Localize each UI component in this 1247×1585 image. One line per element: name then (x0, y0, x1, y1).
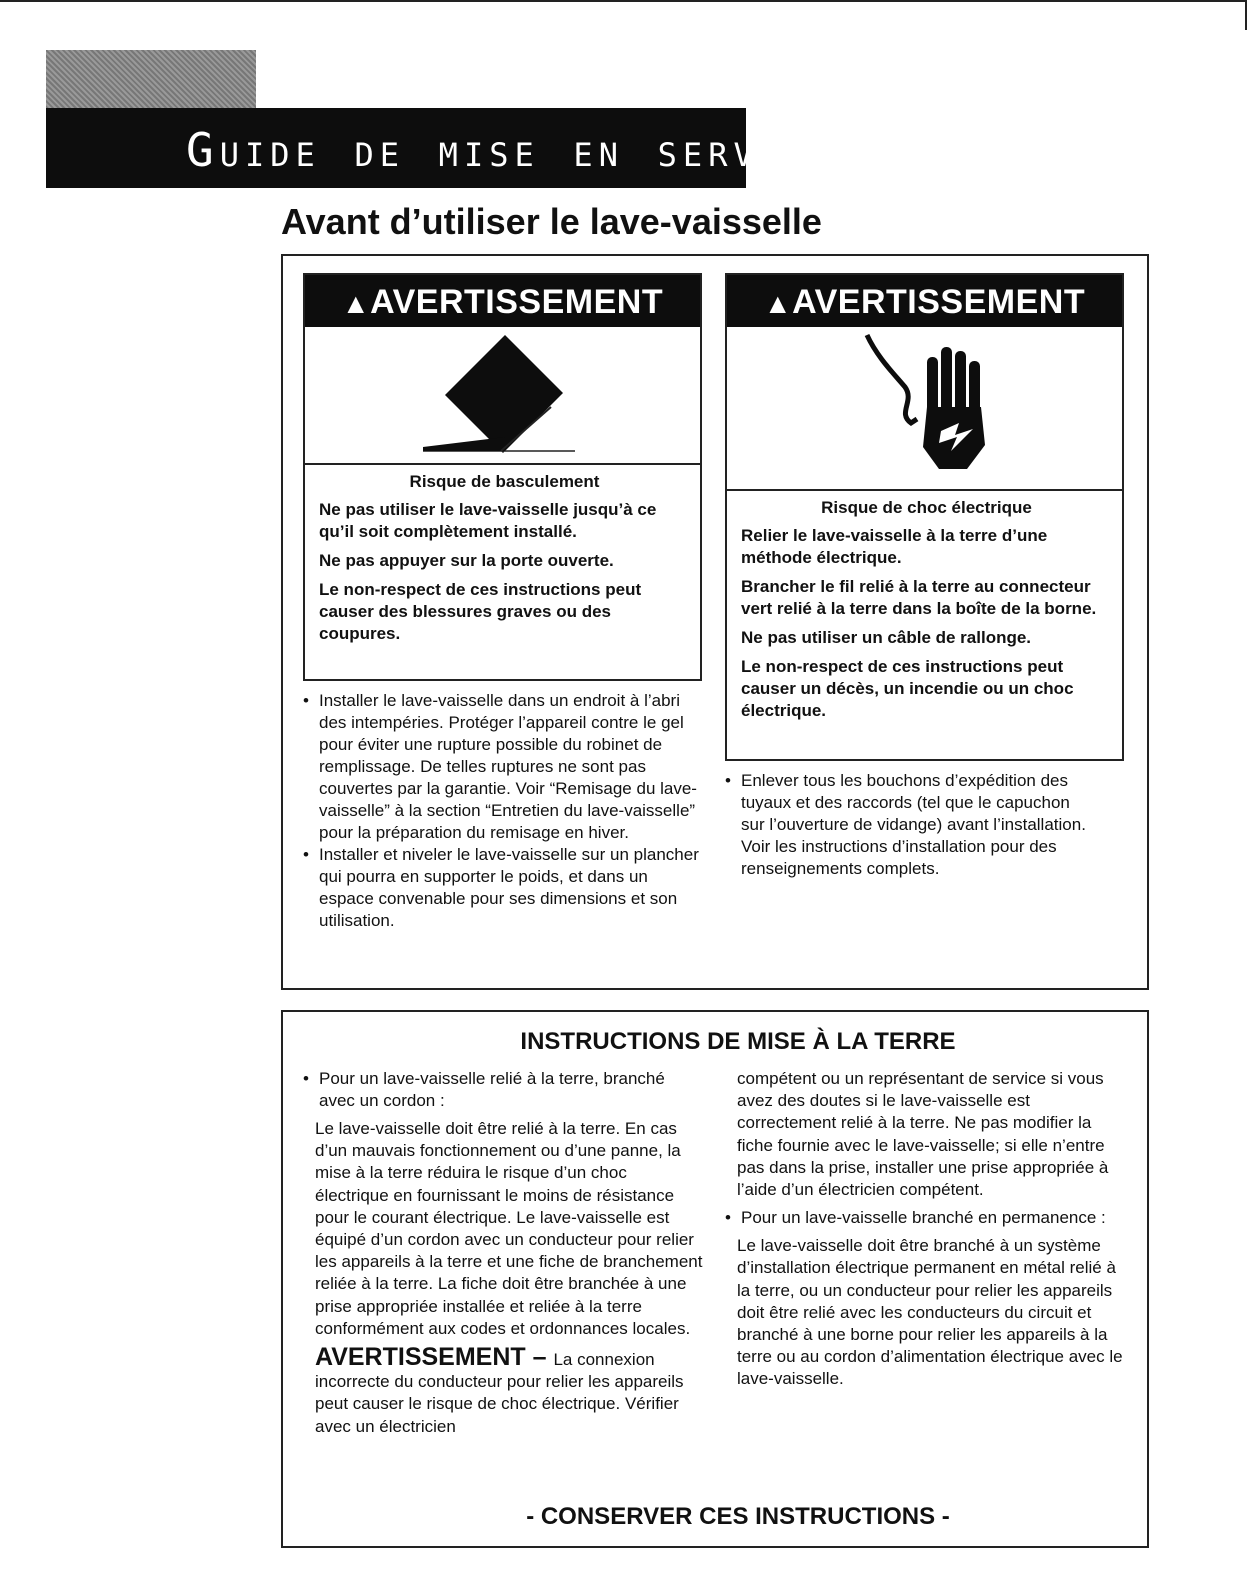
warning-line: Ne pas appuyer sur la porte ouverte. (319, 551, 614, 570)
warning-paragraph (303, 1343, 703, 1438)
shock-pictogram (727, 327, 1122, 491)
warning-line: Ne pas utiliser un câble de rallonge. (741, 628, 1032, 647)
electric-shock-hand-icon (727, 327, 1122, 489)
risk-title: Risque de choc électrique (821, 498, 1032, 517)
grounding-right-column (725, 1068, 1125, 1391)
warning-line: Brancher le fil relié à la terre au connecteur vert relié à la terre dans la boîte de la borne. (741, 577, 1097, 618)
warning-text: La connexion incorrecte du conducteur pour relier les appareils peut causer le risque de choc électrique. Vérifier avec un électricien (315, 1350, 684, 1436)
tip-over-warning (303, 273, 702, 681)
warning-header: ▲AVERTISSEMENT (727, 275, 1122, 327)
warning-line: Le non-respect de ces instructions peut causer un décès, un incendie ou un choc électrique. (741, 657, 1074, 720)
left-bullet-list (303, 690, 703, 932)
paragraph: compétent ou un représentant de service si vous avez des doutes si le lave-vaisselle est correctement relié à la terre. Ne pas modifier la fiche fournie avec le lave-vaisselle; si elle n’entre pas dans la prise, installer une prise appropriée à l’aide d’un électricien compétent. (737, 1069, 1109, 1200)
page-title: Avant d’utiliser le lave-vaisselle (281, 201, 822, 242)
warning-triangle-icon: ▲ (341, 288, 371, 319)
warning-line: Le non-respect de ces instructions peut causer des blessures graves ou des coupures. (319, 580, 642, 643)
right-bullet-list (725, 770, 1095, 880)
warning-dash: – (525, 1343, 554, 1372)
list-item: • Enlever tous les bouchons d’expédition des tuyaux et des raccords (tel que le capuchon sur l’ouverture de vidange) avant l’installation. Voir les instructions d’installation pour des renseignements complets. (725, 770, 1095, 880)
grounding-left-column (303, 1068, 703, 1438)
list-item: • Pour un lave-vaisselle branché en permanence : (725, 1207, 1125, 1229)
tip-over-icon (305, 327, 700, 463)
list-item: • Installer le lave-vaisselle dans un endroit à l’abri des intempéries. Protéger l’appareil contre le gel pour éviter une rupture possible du robinet de remplissage. De telles ruptures ne sont pas couvertes par la garantie. Voir “Remisage du lave-vaisselle” à la section “Entretien du lave-vaisselle” pour la préparation du remisage en hiver. (303, 690, 703, 844)
warning-header: ▲AVERTISSEMENT (305, 275, 700, 327)
paragraph: Le lave-vaisselle doit être branché à un système d’installation électrique permanent en métal relié à la terre, ou un conducteur pour relier les appareils doit être relié avec les conducteurs du circuit et branché à une borne pour relier les appareils à la terre ou au cordon d’alimentation électrique avec le lave-vaisselle. (737, 1236, 1123, 1389)
list-item: • Pour un lave-vaisselle relié à la terre, branché avec un cordon : (303, 1068, 703, 1112)
warning-line: Ne pas utiliser le lave-vaisselle jusqu’à ce qu’il soit complètement installé. (319, 500, 657, 541)
list-item: • Installer et niveler le lave-vaisselle sur un plancher qui pourra en supporter le poids, et dans un espace convenable pour ses dimensions et son utilisation. (303, 844, 703, 932)
keep-instructions-footer: - CONSERVER CES INSTRUCTIONS - (526, 1503, 950, 1530)
tip-over-pictogram (305, 327, 700, 465)
warning-line: Relier le lave-vaisselle à la terre d’une méthode électrique. (741, 526, 1048, 567)
paragraph: Le lave-vaisselle doit être relié à la terre. En cas d’un mauvais fonctionnement ou d’une panne, la mise à la terre réduira le risque d’un choc électrique en fournissant le moins de résistance pour le courant électrique. Le lave-vaisselle est équipé d’un cordon avec un conducteur pour relier les appareils à la terre et une fiche de branchement reliée à la terre. La fiche doit être branchée à une prise appropriée installée et reliée à la terre conformément aux codes et ordonnances locales. (315, 1119, 703, 1338)
warning-triangle-icon: ▲ (763, 288, 793, 319)
grounding-title: INSTRUCTIONS DE MISE À LA TERRE (520, 1028, 956, 1055)
risk-title: Risque de basculement (409, 472, 600, 491)
shock-warning (725, 273, 1124, 761)
section-tab (46, 50, 256, 108)
top-rule (0, 0, 1247, 2)
banner-title: Guide de mise en service (186, 123, 835, 177)
warning-word: AVERTISSEMENT (315, 1343, 526, 1372)
